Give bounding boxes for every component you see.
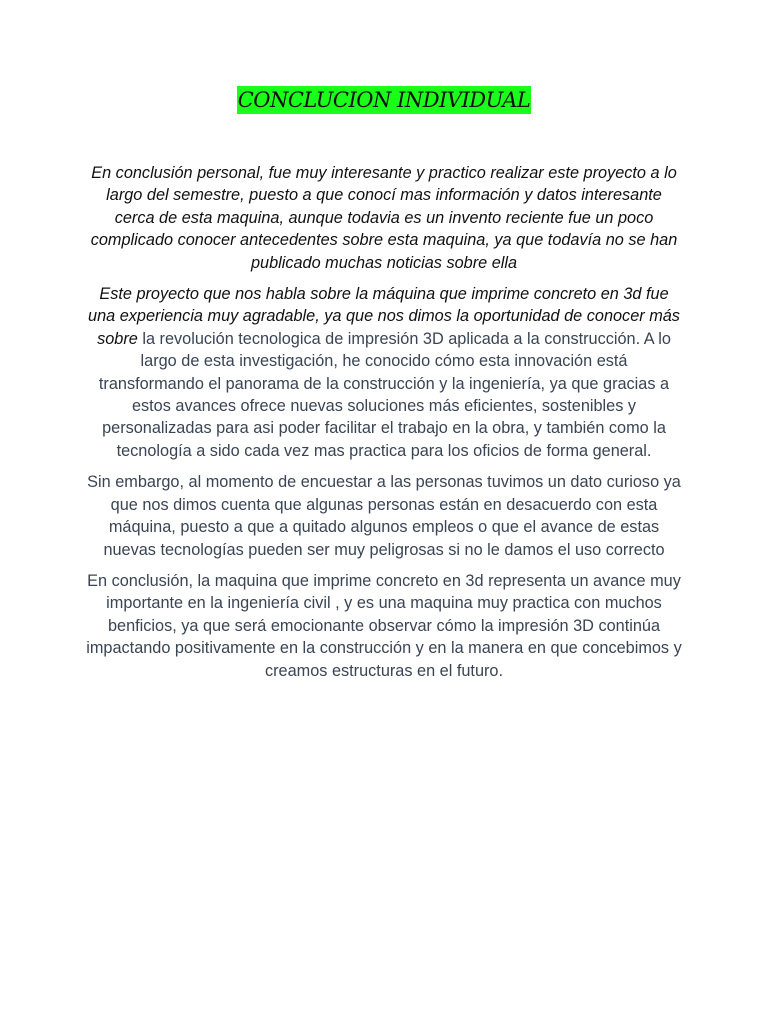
paragraph-normal-text: Sin embargo, al momento de encuestar a las personas tuvimos un dato curioso ya que nos dimos cuenta que algunas personas están en desacuerdo con esta máquina, puesto a que a quitado algunos empleos o que el avance de estas nuevas tecnologías pueden ser muy peligrosas si no le damos el uso correcto [87,473,681,559]
paragraph-normal-text: En conclusión, la maquina que imprime concreto en 3d representa un avance muy importante en la ingeniería civil , y es una maquina muy practica con muchos benficios, ya que será emocionante observar cómo la impresión 3D continúa impactando positivamente en la construcción y en la manera en que concebimos y creamos estructuras en el futuro. [86,571,682,680]
paragraph-italic-text: Este proyecto que nos habla sobre la máquina que imprime concreto en 3d fue una experiencia muy agradable, ya que nos dimos la oportunidad de conocer más sobre [88,285,680,348]
paragraph-normal-text: la revolución tecnologica de impresión 3D aplicada a la construcción. A lo largo de esta investigación, he conocido cómo esta innovación está transformando el panorama de la construcción y la ingeniería, ya que gracias a estos avances ofrece nuevas soluciones más eficientes, sostenibles y personalizadas para asi poder facilitar el trabajo en la obra, y también como la tecnología a sido cada vez mas practica para los oficios de forma general. [98,329,671,460]
document-title: CONCLUCION INDIVIDUAL [237,88,531,112]
paragraph-personal-conclusion [86,162,682,274]
paragraph-italic-text: En conclusión personal, fue muy interesante y practico realizar este proyecto a lo largo del semestre, puesto a que conocí mas información y datos interesante cerca de esta maquina, aunque todavia es un invento reciente fue un poco complicado conocer antecedentes sobre esta maquina, ya que todavía no se han publicado muchas noticias sobre ella [90,164,678,272]
paragraph-survey-findings [86,471,682,561]
document-body [86,162,682,691]
paragraph-final-conclusion [86,570,682,682]
title-container [0,86,768,114]
paragraph-project-experience [86,283,682,462]
